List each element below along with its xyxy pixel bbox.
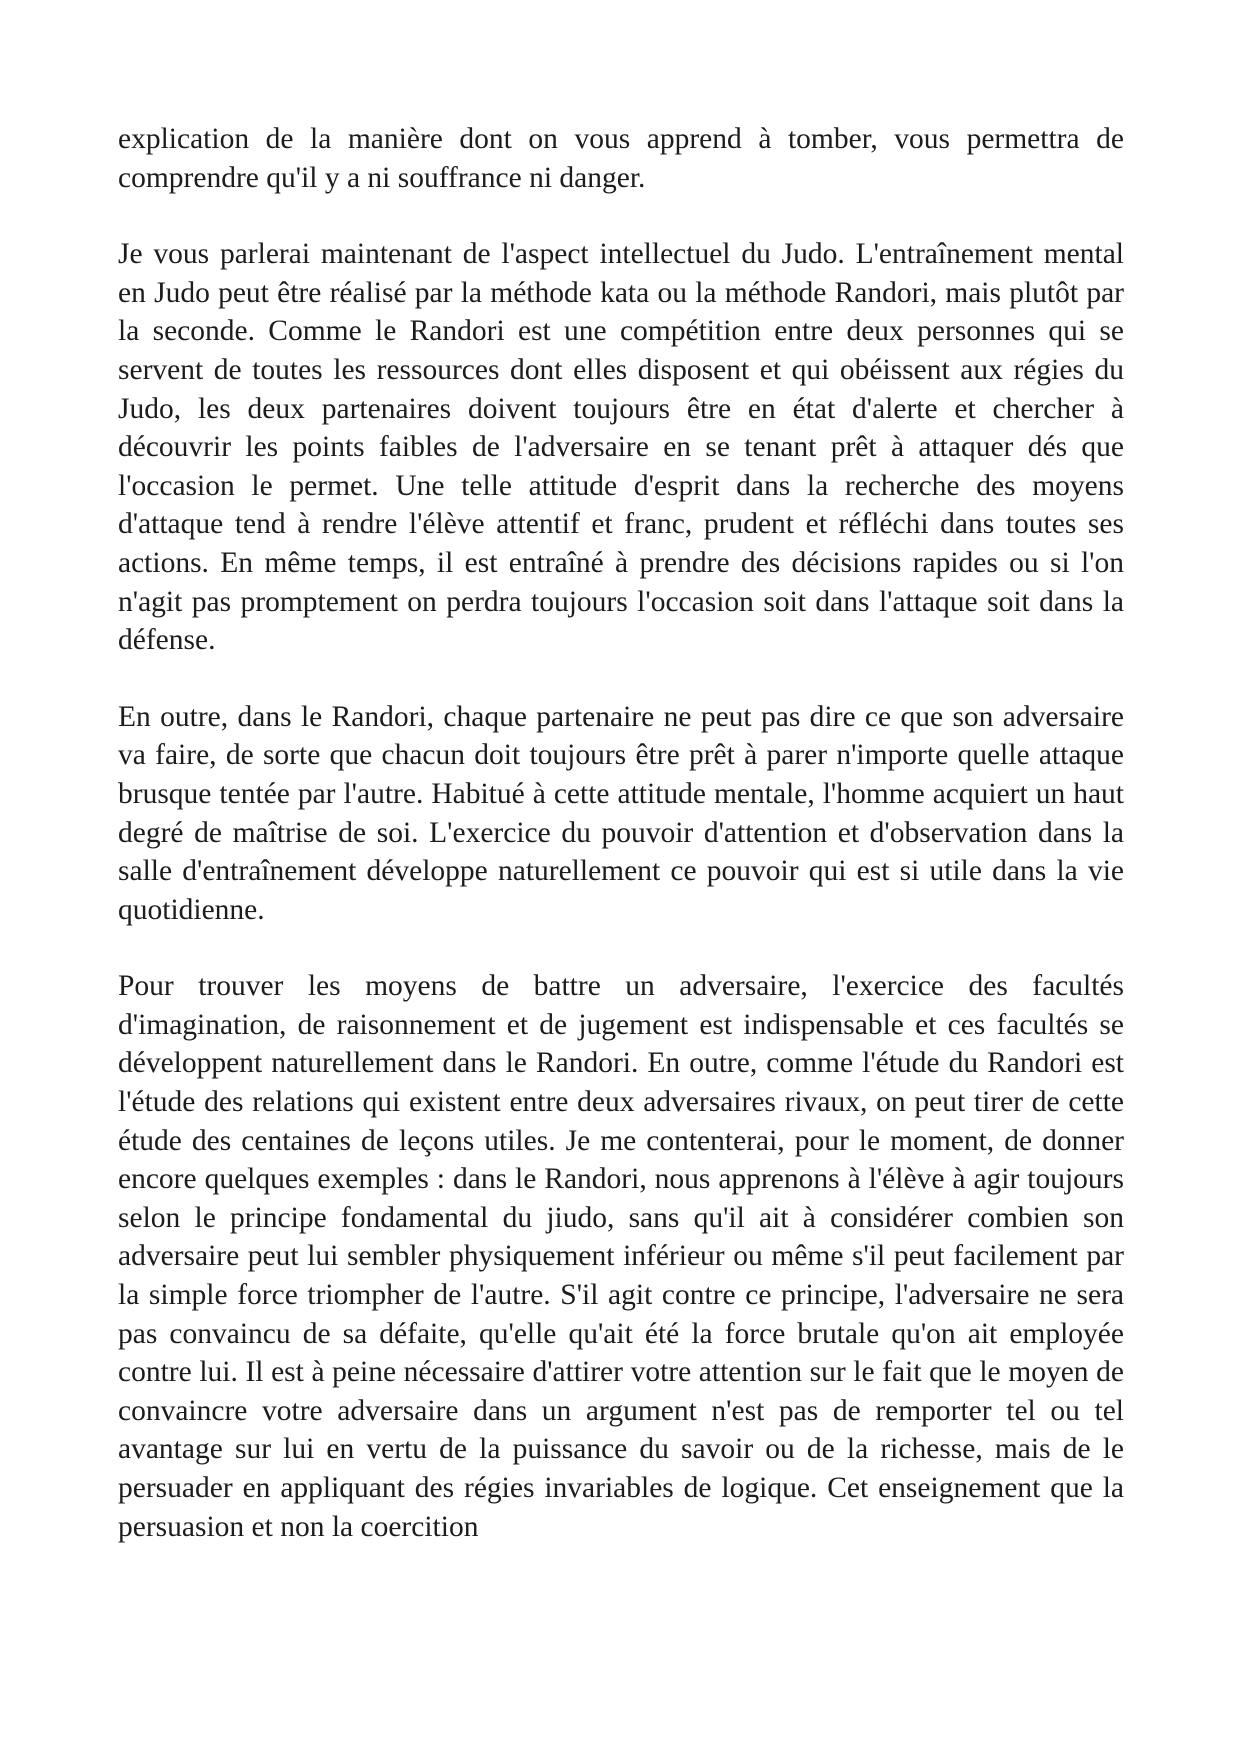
paragraph-4: Pour trouver les moyens de battre un adversaire, l'exercice des facultés d'imagination, de raisonnement et de jugement est indispensable et ces facultés se développent naturellement dans le Randori. En outre, comme l'étude du Randori est l'étude des relations qui existent entre deux adversaires rivaux, on peut tirer de cette étude des centaines de leçons utiles. Je me contenterai, pour le moment, de donner encore quelques exemples : dans le Randori, nous apprenons à l'élève à agir toujours selon le principe fondamental du jiudo, sans qu'il ait à considérer combien son adversaire peut lui sembler physiquement inférieur ou même s'il peut facilement par la simple force triompher de l'autre. S'il agit contre ce principe, l'adversaire ne sera pas convaincu de sa défaite, qu'elle qu'ait été la force brutale qu'on ait employée contre lui. Il est à peine nécessaire d'attirer votre attention sur le fait que le moyen de convaincre votre adversaire dans un argument n'est pas de remporter tel ou tel avantage sur lui en vertu de la puissance du savoir ou de la richesse, mais de le persuader en appliquant des régies invariables de logique. Cet enseignement que la persuasion et non la coercition — [118, 970, 1124, 1543]
paragraph-2: Je vous parlerai maintenant de l'aspect intellectuel du Judo. L'entraînement mental en Judo peut être réalisé par la méthode kata ou la méthode Randori, mais plutôt par la seconde. Comme le Randori est une compétition entre deux personnes qui se servent de toutes les ressources dont elles disposent et qui obéissent aux régies du Judo, les deux partenaires doivent toujours être en état d'alerte et chercher à découvrir les points faibles de l'adversaire en se tenant prêt à attaquer dés que l'occasion le permet. Une telle attitude d'esprit dans la recherche des moyens d'attaque tend à rendre l'élève attentif et franc, prudent et réfléchi dans toutes ses actions. En même temps, il est entraîné à prendre des décisions rapides ou si l'on n'agit pas promptement on perdra toujours l'occasion soit dans l'attaque soit dans la défense. — [118, 238, 1124, 657]
body-text — [118, 120, 1124, 1546]
paragraph-1: explication de la manière dont on vous apprend à tomber, vous permettra de comprendre qu'il y a ni souffrance ni danger. — [118, 123, 1124, 194]
paragraph-3: En outre, dans le Randori, chaque partenaire ne peut pas dire ce que son adversaire va faire, de sorte que chacun doit toujours être prêt à parer n'importe quelle attaque brusque tentée par l'autre. Habitué à cette attitude mentale, l'homme acquiert un haut degré de maîtrise de soi. L'exercice du pouvoir d'attention et d'observation dans la salle d'entraînement développe naturellement ce pouvoir qui est si utile dans la vie quotidienne. — [118, 700, 1124, 926]
